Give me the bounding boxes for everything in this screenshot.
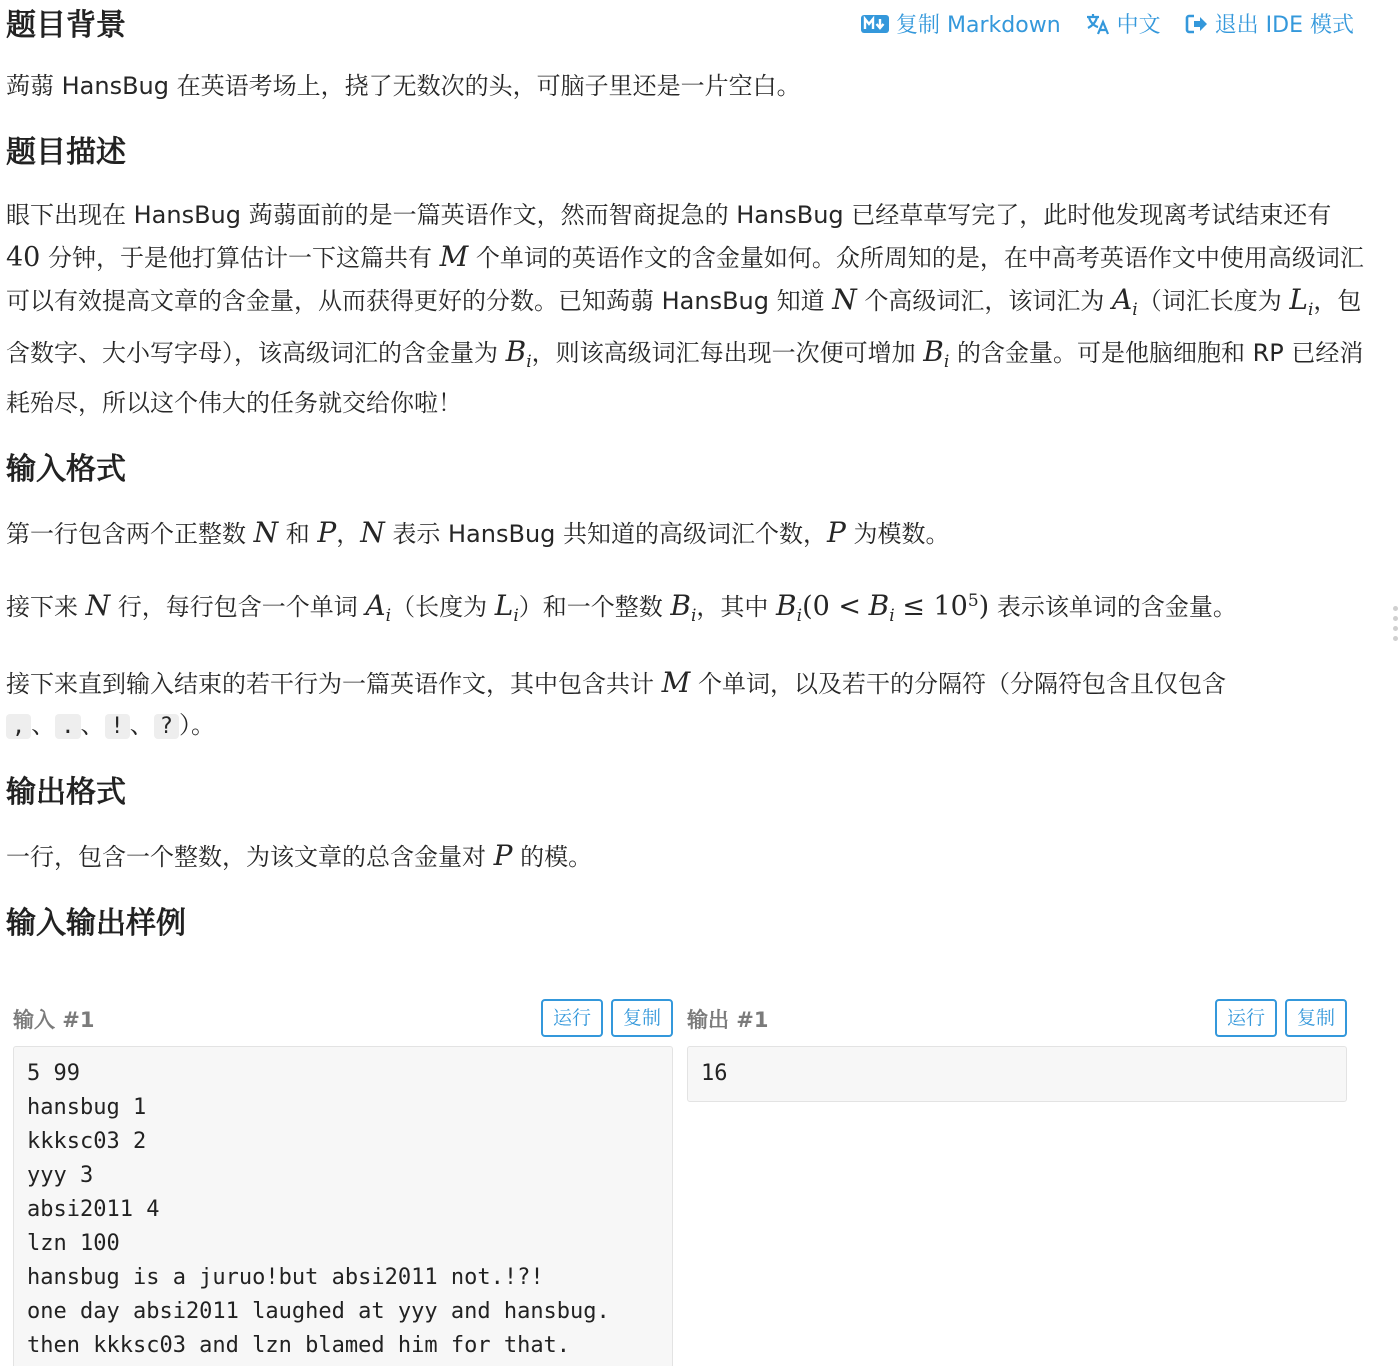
separator-period: . bbox=[55, 714, 80, 739]
exit-ide-label: 退出 IDE 模式 bbox=[1214, 13, 1354, 38]
sample-output-label: 输出 #1 bbox=[687, 1008, 769, 1032]
separator-question: ? bbox=[154, 714, 179, 739]
input-format-line-2: 接下来 N 行，每行包含一个单词 $A_i$（长度为 $L_i$）和一个整数 $B_i$，其中 $B_i(0 < B_i \le 10^5)$ 表示该单词的含金量。 bbox=[6, 588, 1237, 626]
separator-exclamation: ! bbox=[105, 714, 130, 739]
sample-input-label: 输入 #1 bbox=[13, 1008, 95, 1032]
description-text: 眼下出现在 HansBug 蒟蒻面前的是一篇英语作文，然而智商捉急的 HansBug 已经草草写完了，此时他发现离考试结束还有 40 分钟，于是他打算估计一下这篇共有 M 个单词的英语作文的含金量如何。众所周知的是，在中高考英语作文中使用高级词汇可以有效提高文章的含金量，从而获得更好的分数。已知蒟蒻 HansBug 知道 N 个高级词汇，该词汇为 $A_i$（词汇长度为 $L_i$，包含数字、大小写字母），该高级词汇的含金量为 $B_i$，则该高级词汇每出现一次便可增加 $B_i$ 的含金量。可是他脑细胞和 RP 已经消耗殆尽，所以这个伟大的任务就交给你啦！ bbox=[6, 201, 1364, 417]
copy-input-button[interactable]: 复制 bbox=[611, 999, 673, 1037]
background-text: 蒟蒻 HansBug 在英语考场上，挠了无数次的头，可脑子里还是一片空白。 bbox=[6, 72, 801, 100]
output-format-heading: 输出格式 bbox=[6, 775, 126, 811]
resize-grip-icon[interactable] bbox=[1393, 606, 1398, 641]
samples-heading: 输入输出样例 bbox=[6, 906, 186, 942]
copy-markdown-label: 复制 Markdown bbox=[896, 13, 1061, 38]
description-heading: 题目描述 bbox=[6, 135, 126, 170]
background-heading: 题目背景 bbox=[6, 8, 126, 43]
sample-output-code[interactable]: 16 bbox=[687, 1046, 1347, 1102]
output-format-text: 一行，包含一个整数，为该文章的总含金量对 P 的模。 bbox=[6, 839, 593, 873]
problem-statement bbox=[6, 0, 1366, 950]
input-format-heading: 输入格式 bbox=[6, 451, 126, 487]
input-format-line-1: 第一行包含两个正整数 N 和 P，N 表示 HansBug 共知道的高级词汇个数，P 为模数。 bbox=[6, 515, 950, 549]
sample-input-panel bbox=[13, 996, 673, 1366]
sample-output-panel bbox=[687, 996, 1347, 1102]
copy-output-button[interactable]: 复制 bbox=[1285, 999, 1347, 1037]
input-format-line-3: 接下来直到输入结束的若干行为一篇英语作文，其中包含共计 M 个单词，以及若干的分隔符（分隔符包含且仅包含 , 、 . 、 ! 、 ? ）。 bbox=[6, 666, 1226, 740]
sample-input-code[interactable]: 5 99 hansbug 1 kkksc03 2 yyy 3 absi2011 4 lzn 100 hansbug is a juruo!but absi2011 not.!?! one day absi2011 laughed at yyy and hansbug. then kkksc03 and lzn blamed him for that. bbox=[13, 1046, 673, 1366]
language-label: 中文 bbox=[1116, 13, 1161, 38]
separator-comma: , bbox=[6, 714, 31, 739]
run-output-button[interactable]: 运行 bbox=[1215, 999, 1277, 1037]
run-input-button[interactable]: 运行 bbox=[541, 999, 603, 1037]
